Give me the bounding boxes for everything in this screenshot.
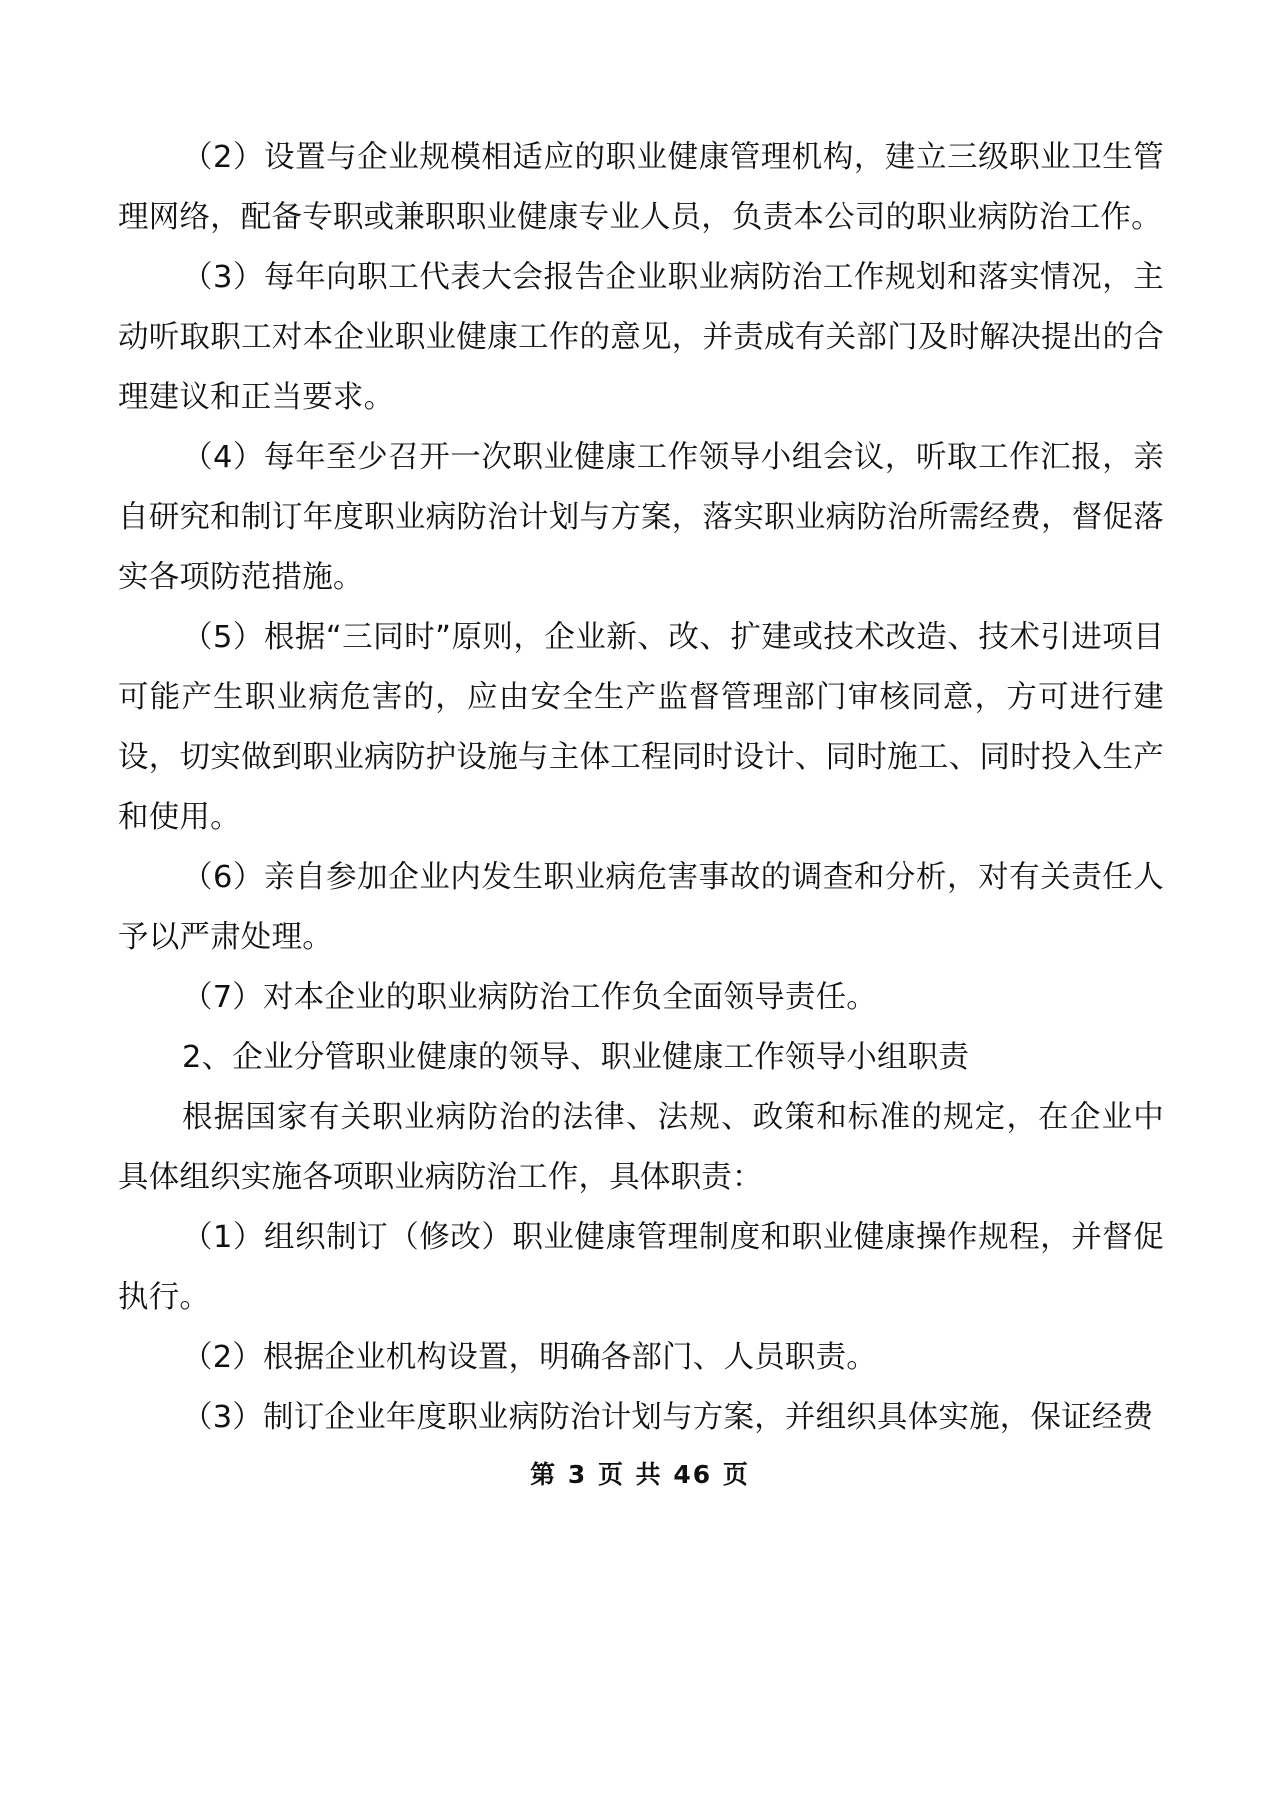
paragraph: （2）根据企业机构设置，明确各部门、人员职责。 [182, 1340, 878, 1375]
paragraph: （5）根据“三同时”原则，企业新、改、扩建或技术改造、技术引进项目可能产生职业病危害的，应由安全生产监督管理部门审核同意，方可进行建设，切实做到职业病防护设施与主体工程同时设计、同时施工、同时投入生产和使用。 [118, 620, 1164, 835]
paragraph: （3）每年向职工代表大会报告企业职业病防治工作规划和落实情况，主动听取职工对本企业职业健康工作的意见，并责成有关部门及时解决提出的合理建议和正当要求。 [118, 260, 1164, 415]
paragraph: 根据国家有关职业病防治的法律、法规、政策和标准的规定，在企业中具体组织实施各项职业病防治工作，具体职责： [118, 1100, 1164, 1195]
page-footer: 第 3 页 共 46 页 [530, 1460, 750, 1489]
paragraph: （1）组织制订（修改）职业健康管理制度和职业健康操作规程，并督促执行。 [118, 1220, 1164, 1315]
paragraph: （2）设置与企业规模相适应的职业健康管理机构，建立三级职业卫生管理网络，配备专职或兼职职业健康专业人员，负责本公司的职业病防治工作。 [118, 140, 1164, 235]
paragraph: （3）制订企业年度职业病防治计划与方案，并组织具体实施，保证经费 [182, 1400, 1154, 1435]
paragraph: （4）每年至少召开一次职业健康工作领导小组会议，听取工作汇报，亲自研究和制订年度职业病防治计划与方案，落实职业病防治所需经费，督促落实各项防范措施。 [118, 440, 1164, 595]
document-body [118, 128, 1164, 1448]
section-heading: 2、企业分管职业健康的领导、职业健康工作领导小组职责 [182, 1040, 970, 1075]
paragraph: （6）亲自参加企业内发生职业病危害事故的调查和分析，对有关责任人予以严肃处理。 [118, 860, 1164, 955]
paragraph: （7）对本企业的职业病防治工作负全面领导责任。 [182, 980, 878, 1015]
